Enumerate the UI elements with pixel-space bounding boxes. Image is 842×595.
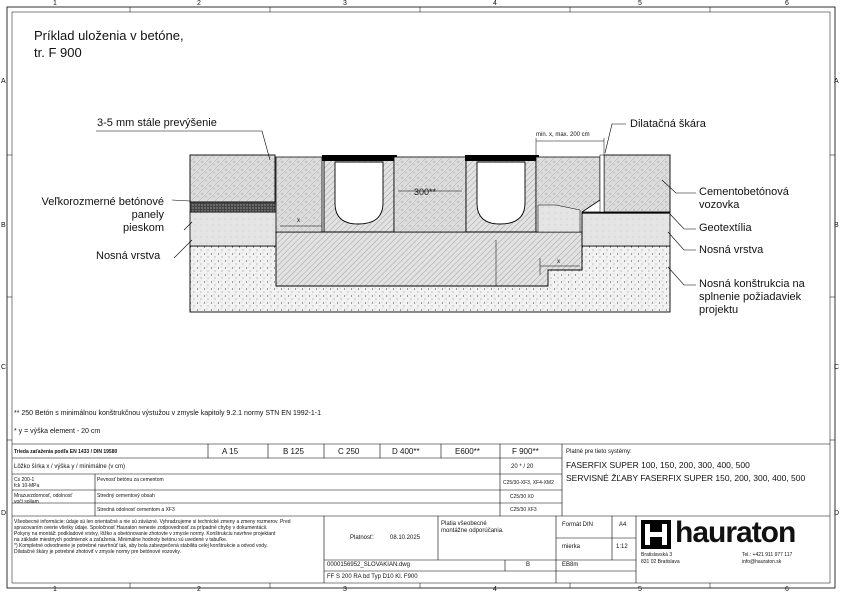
frame-number: 3 <box>343 586 347 593</box>
row1-label: Lôžko šírka x / výška y / minimálne (v cm) <box>14 464 126 470</box>
label-konstrukcia: Nosná konštrukcia na splnenie požiadaviek projektu <box>699 278 805 316</box>
row2-label: Cs 200-1 fck 10-MPa <box>14 477 40 489</box>
row1-value: 20 * / 20 <box>511 464 534 470</box>
frame-number: 6 <box>785 0 789 7</box>
file-name: 0000156952_SLOVAKIAN.dwg <box>327 562 410 568</box>
frame-letter: B <box>834 222 839 229</box>
label-prevysenie: 3-5 mm stále prevýšenie <box>97 117 217 129</box>
class-e600: E600** <box>455 447 480 456</box>
company-address: Bratislavská 3 831 02 Bratislava <box>641 552 680 565</box>
class-b125: B 125 <box>283 447 304 456</box>
class-f900: F 900** <box>512 447 539 456</box>
company-contact: Tel.: +421 911 977 117 info@hauraton.sk <box>742 552 793 565</box>
format-label: Formát DIN <box>562 522 594 528</box>
drawing-description: FF S 200 RA bd Typ D10 Kl. F900 <box>327 574 418 580</box>
frame-letter: C <box>834 364 840 371</box>
note-2: * y = výška element - 20 cm <box>14 428 101 435</box>
row4-sub: Stredná odolnosť cementom a XF3 <box>97 507 175 513</box>
format-value: A4 <box>619 522 627 528</box>
class-a15: A 15 <box>222 447 239 456</box>
frame-number: 1 <box>53 0 57 7</box>
frame-number: 5 <box>638 586 642 593</box>
legal-text: Všeobecné informácie: údaje sú len orientačné a nie sú záväzné. Vyhradzujeme si technické zmeny a zmeny rozmerov. Pred spracovaním overte všetky údaje. Spoločnosť Hauraton nenesie zodpovednosť za prípadné chyby v dokumentácii. Pokyny na montáž: podkladové vrstvy, lôžko a obetónovanie zhotovte v zmysle normy. Konštrukciu navrhne projektant na základe miestnych podmienok a zaťaženia. Minimálne hodnoty betónu sú uvedené v tabuľke. *) Kompletné odvodnenie je potrebné navrhnúť tak, aby bola zabezpečená stabilita celej konštrukcie a odvod vody. Dilatačné škáry je potrebné zhotoviť v zmysle normy pre betónové vozovky. <box>14 519 291 555</box>
label-geotextilia: Geotextília <box>699 222 752 234</box>
frame-number: 4 <box>493 586 497 593</box>
hauraton-logo: hauraton <box>675 516 796 549</box>
hauraton-logo-icon <box>641 520 671 549</box>
concrete-panel <box>190 155 275 202</box>
label-300: 300** <box>414 187 437 197</box>
frame-letter: C <box>1 364 7 371</box>
frame-letter: A <box>834 78 839 85</box>
concrete-bedding <box>276 232 582 286</box>
scale-label: mierka <box>562 544 581 550</box>
cement-road <box>604 155 670 212</box>
systems-label: Platné pre tieto systémy: <box>566 449 632 455</box>
frame-number: 1 <box>53 586 57 593</box>
label-nosna-left: Nosná vrstva <box>96 250 161 262</box>
row2-value: C25/30-XF3, XF4-XM2 <box>503 480 554 486</box>
frame-letter: D <box>1 510 7 517</box>
systems-line-1: FASERFIX SUPER 100, 150, 200, 300, 400, 500 <box>566 460 750 470</box>
drawing-number: EB8m <box>562 562 579 568</box>
frame-number: 2 <box>197 0 201 7</box>
frame-letter: B <box>1 222 6 229</box>
label-cement: Cementobetónová vozovka <box>699 186 789 211</box>
table-header-label: Trieda zaťaženia podľa EN 1433 / DIN 19580 <box>14 449 118 455</box>
row3-value: C25/30 X0 <box>510 494 534 500</box>
label-min-max: min. x, max. 200 cm <box>536 132 590 138</box>
frame-number: 5 <box>638 0 642 7</box>
row3-sub: Stredný cementový obsah <box>97 493 155 499</box>
frame-letter: A <box>1 78 6 85</box>
drawing-title: Príklad uloženia v betóne, tr. F 900 <box>34 28 184 60</box>
class-c250: C 250 <box>338 447 360 456</box>
montage-note: Platia všeobecné montážne odporúčania. <box>441 521 504 534</box>
label-dilatacna: Dilatačná škára <box>630 118 706 130</box>
dim-x-right: x <box>557 259 560 265</box>
dim-x-left: x <box>297 218 300 224</box>
revision: B <box>526 562 531 568</box>
frame-letter: D <box>834 510 840 517</box>
class-d400: D 400** <box>392 447 420 456</box>
row2-sub: Pevnosť betónu za cementom <box>97 477 164 483</box>
scale-value: 1:12 <box>616 544 628 550</box>
label-nosna-right: Nosná vrstva <box>699 244 764 256</box>
row3-label: Mrazuvzdornosť, odolnosť voči soliam <box>14 493 73 505</box>
frame-number: 4 <box>493 0 497 7</box>
frame-number: 6 <box>785 586 789 593</box>
platnost-value: 08.10.2025 <box>390 535 421 541</box>
label-panely: Veľkorozmerné betónové panely pieskom <box>41 196 164 234</box>
note-1: ** 250 Betón s minimálnou konštrukčnou výstužou v zmysle kapitoly 9.2.1 normy STN EN 1992-1-1 <box>14 410 321 417</box>
frame-number: 2 <box>197 586 201 593</box>
row4-value: C25/30 XF3 <box>510 507 537 513</box>
frame-number: 3 <box>343 0 347 7</box>
platnost-label: Platnosť: <box>350 535 374 541</box>
systems-line-2: SERVISNÉ ŽĽABY FASERFIX SUPER 150, 200, 300, 400, 500 <box>566 473 806 483</box>
